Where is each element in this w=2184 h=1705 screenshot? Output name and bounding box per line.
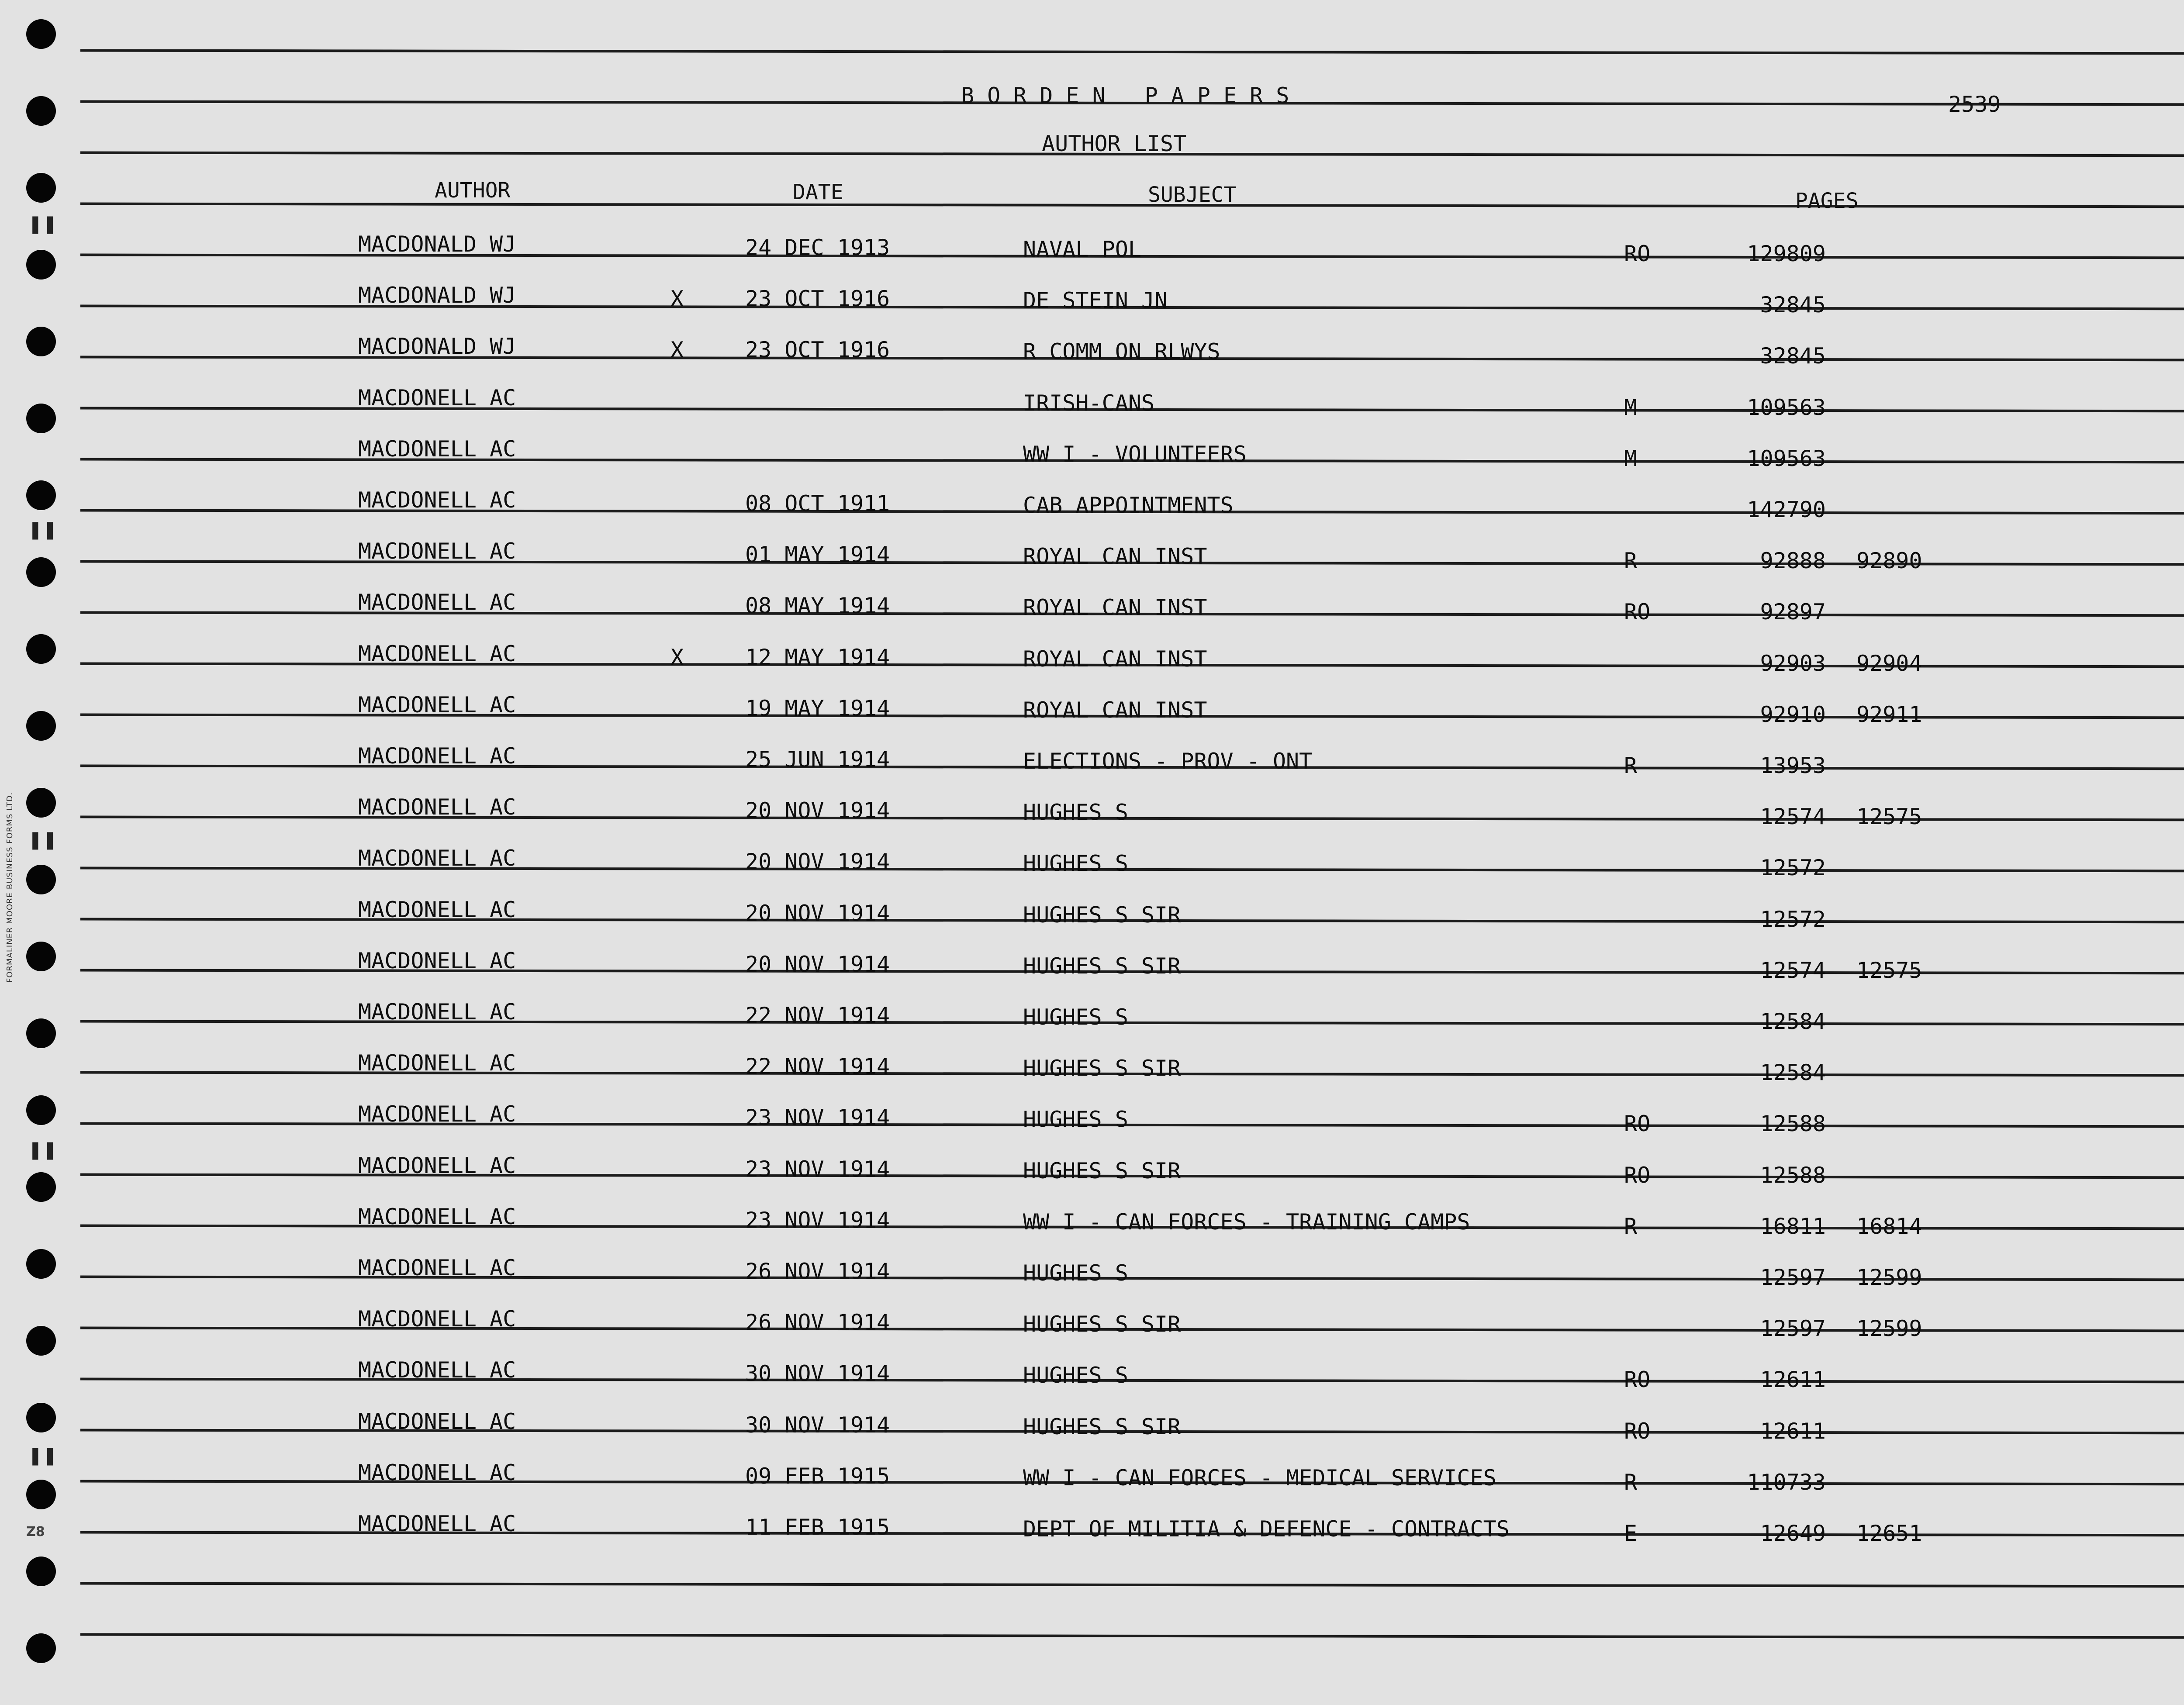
- cell-subject: ROYAL CAN INST: [1023, 697, 1207, 723]
- table-row: [0, 231, 2184, 283]
- cell-code: RO: [1624, 1162, 1651, 1188]
- cell-date: 22 NOV 1914: [745, 1003, 890, 1028]
- cell-subject: IRISH-CANS: [1023, 390, 1155, 416]
- cell-subject: HUGHES S: [1023, 851, 1128, 877]
- cell-author: MACDONELL AC: [358, 692, 516, 718]
- table-row: [0, 334, 2184, 385]
- cell-page1: 110733: [1747, 1469, 1826, 1495]
- sprocket-hole: [26, 96, 56, 126]
- cell-date: 23 NOV 1914: [745, 1105, 890, 1131]
- cell-date: 23 NOV 1914: [745, 1207, 890, 1233]
- cell-code: RO: [1624, 241, 1651, 266]
- table-row: [0, 283, 2184, 334]
- cell-date: 26 NOV 1914: [745, 1259, 890, 1284]
- cell-mark: X: [670, 286, 684, 312]
- cell-code: R: [1624, 753, 1638, 778]
- cell-subject: ROYAL CAN INST: [1023, 595, 1207, 621]
- sprocket-hole: [26, 173, 56, 203]
- table-row: [0, 999, 2184, 1050]
- cell-mark: X: [670, 644, 684, 670]
- cell-page2: 16814: [1856, 1213, 1922, 1239]
- table-row: [0, 590, 2184, 641]
- cell-author: MACDONELL AC: [358, 1408, 516, 1434]
- cell-author: MACDONALD WJ: [358, 283, 516, 308]
- cell-author: MACDONELL AC: [358, 385, 516, 411]
- cell-date: 11 FEB 1915: [745, 1515, 890, 1540]
- cell-author: MACDONELL AC: [358, 538, 516, 564]
- cell-subject: HUGHES S SIR: [1023, 902, 1181, 928]
- cell-page1: 16811: [1760, 1213, 1826, 1239]
- cell-page1: 12611: [1760, 1418, 1826, 1444]
- cell-code: E: [1624, 1521, 1638, 1546]
- tractor-mark: ❚❚: [28, 1446, 58, 1466]
- cell-subject: DE STEIN JN: [1023, 288, 1168, 314]
- cell-date: 22 NOV 1914: [745, 1054, 890, 1080]
- cell-code: RO: [1624, 1111, 1651, 1137]
- cell-page1: 109563: [1747, 445, 1826, 471]
- page-number: 2539: [1948, 92, 2001, 117]
- ruled-line: [80, 1582, 2184, 1588]
- cell-page1: 12611: [1760, 1367, 1826, 1393]
- cell-author: MACDONELL AC: [358, 999, 516, 1025]
- table-row: [0, 743, 2184, 794]
- table-row: [0, 794, 2184, 846]
- cell-page1: 92897: [1760, 599, 1826, 625]
- cell-page1: 13953: [1760, 753, 1826, 778]
- cell-date: 23 OCT 1916: [745, 286, 890, 312]
- tractor-mark: ❚❚: [28, 830, 58, 850]
- cell-code: M: [1624, 394, 1638, 420]
- cell-author: MACDONELL AC: [358, 794, 516, 820]
- table-row: [0, 948, 2184, 999]
- cell-author: MACDONELL AC: [358, 1255, 516, 1280]
- cell-page2: 92904: [1856, 650, 1922, 676]
- cell-code: M: [1624, 445, 1638, 471]
- table-row: [0, 487, 2184, 538]
- cell-page2: 12599: [1856, 1265, 1922, 1290]
- cell-author: MACDONELL AC: [358, 1153, 516, 1178]
- cell-subject: ROYAL CAN INST: [1023, 544, 1207, 569]
- cell-date: 12 MAY 1914: [745, 644, 890, 670]
- cell-code: RO: [1624, 599, 1651, 625]
- cell-subject: HUGHES S SIR: [1023, 953, 1181, 979]
- table-row: [0, 1460, 2184, 1511]
- cell-subject: HUGHES S SIR: [1023, 1056, 1181, 1081]
- column-header-date: DATE: [793, 180, 843, 204]
- cell-date: 20 NOV 1914: [745, 900, 890, 926]
- cell-date: 23 NOV 1914: [745, 1156, 890, 1182]
- column-header-author: AUTHOR: [435, 178, 511, 203]
- cell-author: MACDONELL AC: [358, 1460, 516, 1485]
- cell-author: MACDONELL AC: [358, 1101, 516, 1127]
- cell-page1: 92910: [1760, 701, 1826, 727]
- cell-page1: 12574: [1760, 804, 1826, 830]
- table-row: [0, 1050, 2184, 1101]
- cell-author: MACDONELL AC: [358, 487, 516, 513]
- tractor-mark: ❚❚: [28, 520, 58, 540]
- table-row: [0, 1204, 2184, 1255]
- table-row: [0, 1511, 2184, 1562]
- cell-author: MACDONELL AC: [358, 436, 516, 462]
- table-row: [0, 846, 2184, 897]
- cell-author: MACDONALD WJ: [358, 231, 516, 257]
- cell-page1: 12649: [1760, 1521, 1826, 1546]
- cell-date: 01 MAY 1914: [745, 542, 890, 568]
- cell-code: R: [1624, 1469, 1638, 1495]
- cell-date: 24 DEC 1913: [745, 235, 890, 260]
- cell-date: 08 OCT 1911: [745, 491, 890, 516]
- table-row: [0, 1153, 2184, 1204]
- cell-subject: HUGHES S: [1023, 1363, 1128, 1388]
- cell-page2: 92911: [1856, 701, 1922, 727]
- cell-subject: HUGHES S SIR: [1023, 1312, 1181, 1337]
- cell-date: 25 JUN 1914: [745, 747, 890, 772]
- tractor-mark: ❚❚: [28, 1140, 58, 1160]
- cell-subject: ROYAL CAN INST: [1023, 646, 1207, 672]
- table-row: [0, 692, 2184, 743]
- ruled-line: [80, 49, 2184, 55]
- cell-page1: 12584: [1760, 1060, 1826, 1086]
- cell-date: 08 MAY 1914: [745, 593, 890, 619]
- cell-page1: 12572: [1760, 855, 1826, 881]
- cell-page1: 12588: [1760, 1162, 1826, 1188]
- cell-subject: HUGHES S: [1023, 800, 1128, 825]
- cell-subject: WW I - CAN FORCES - MEDICAL SERVICES: [1023, 1465, 1496, 1491]
- margin-code: Z8: [26, 1524, 45, 1539]
- cell-page1: 12588: [1760, 1111, 1826, 1137]
- cell-date: 23 OCT 1916: [745, 337, 890, 363]
- margin-printer-text: FORMALINER MOORE BUSINESS FORMS LTD.: [5, 792, 14, 983]
- cell-subject: CAB APPOINTMENTS: [1023, 493, 1234, 518]
- cell-page1: 12584: [1760, 1009, 1826, 1034]
- cell-page2: 12599: [1856, 1316, 1922, 1342]
- cell-subject: HUGHES S SIR: [1023, 1158, 1181, 1184]
- table-row: [0, 897, 2184, 948]
- document-title: BORDEN PAPERS: [961, 83, 1303, 108]
- cell-author: MACDONELL AC: [358, 1511, 516, 1536]
- cell-page1: 92888: [1760, 548, 1826, 574]
- cell-subject: HUGHES S: [1023, 1260, 1128, 1286]
- table-row: [0, 1101, 2184, 1153]
- cell-page2: 12651: [1856, 1521, 1922, 1546]
- cell-subject: NAVAL POL: [1023, 237, 1141, 262]
- cell-mark: X: [670, 337, 684, 363]
- cell-date: 20 NOV 1914: [745, 849, 890, 875]
- cell-subject: DEPT OF MILITIA & DEFENCE - CONTRACTS: [1023, 1516, 1510, 1542]
- cell-date: 30 NOV 1914: [745, 1412, 890, 1438]
- cell-author: MACDONELL AC: [358, 1050, 516, 1076]
- cell-page2: 12575: [1856, 957, 1922, 983]
- cell-page1: 12597: [1760, 1265, 1826, 1290]
- cell-author: MACDONELL AC: [358, 590, 516, 615]
- cell-page1: 12597: [1760, 1316, 1826, 1342]
- cell-page1: 92903: [1760, 650, 1826, 676]
- sprocket-hole: [26, 1633, 56, 1663]
- ruled-line: [80, 1633, 2184, 1639]
- list-subtitle: AUTHOR LIST: [1042, 131, 1187, 156]
- cell-subject: HUGHES S: [1023, 1107, 1128, 1132]
- cell-page1: 129809: [1747, 241, 1826, 266]
- cell-author: MACDONELL AC: [358, 1306, 516, 1332]
- cell-code: RO: [1624, 1418, 1651, 1444]
- tractor-mark: ❚❚: [28, 214, 58, 234]
- cell-page2: 92890: [1856, 548, 1922, 574]
- table-row: [0, 436, 2184, 487]
- cell-subject: HUGHES S SIR: [1023, 1414, 1181, 1439]
- cell-subject: WW I - CAN FORCES - TRAINING CAMPS: [1023, 1209, 1470, 1235]
- cell-author: MACDONELL AC: [358, 641, 516, 666]
- cell-date: 09 FEB 1915: [745, 1463, 890, 1489]
- cell-date: 26 NOV 1914: [745, 1310, 890, 1336]
- sprocket-hole: [26, 19, 56, 49]
- cell-subject: HUGHES S: [1023, 1004, 1128, 1030]
- cell-subject: ELECTIONS - PROV - ONT: [1023, 749, 1313, 774]
- table-row: [0, 1255, 2184, 1306]
- cell-page2: 12575: [1856, 804, 1922, 830]
- cell-author: MACDONELL AC: [358, 846, 516, 871]
- cell-author: MACDONELL AC: [358, 897, 516, 922]
- column-header-pages: PAGES: [1795, 189, 1859, 213]
- cell-date: 20 NOV 1914: [745, 951, 890, 977]
- table-row: [0, 641, 2184, 692]
- cell-date: 30 NOV 1914: [745, 1361, 890, 1387]
- cell-author: MACDONELL AC: [358, 1357, 516, 1383]
- table-row: [0, 1306, 2184, 1357]
- cell-date: 19 MAY 1914: [745, 695, 890, 721]
- cell-page1: 142790: [1747, 497, 1826, 522]
- table-row: [0, 385, 2184, 436]
- cell-page1: 109563: [1747, 394, 1826, 420]
- column-header-subject: SUBJECT: [1148, 183, 1237, 207]
- cell-page1: 32845: [1760, 343, 1826, 369]
- cell-author: MACDONELL AC: [358, 743, 516, 769]
- cell-code: R: [1624, 1213, 1638, 1239]
- cell-page1: 12572: [1760, 906, 1826, 932]
- cell-date: 20 NOV 1914: [745, 798, 890, 824]
- table-row: [0, 1357, 2184, 1408]
- table-row: [0, 538, 2184, 590]
- cell-author: MACDONELL AC: [358, 1204, 516, 1229]
- cell-code: R: [1624, 548, 1638, 574]
- ruled-line: [80, 203, 2184, 208]
- cell-code: RO: [1624, 1367, 1651, 1393]
- cell-subject: R COMM ON RLWYS: [1023, 339, 1220, 365]
- cell-subject: WW I - VOLUNTEERS: [1023, 441, 1247, 467]
- cell-page1: 32845: [1760, 292, 1826, 318]
- cell-page1: 12574: [1760, 957, 1826, 983]
- table-row: [0, 1409, 2184, 1460]
- cell-author: MACDONELL AC: [358, 948, 516, 973]
- cell-author: MACDONALD WJ: [358, 334, 516, 359]
